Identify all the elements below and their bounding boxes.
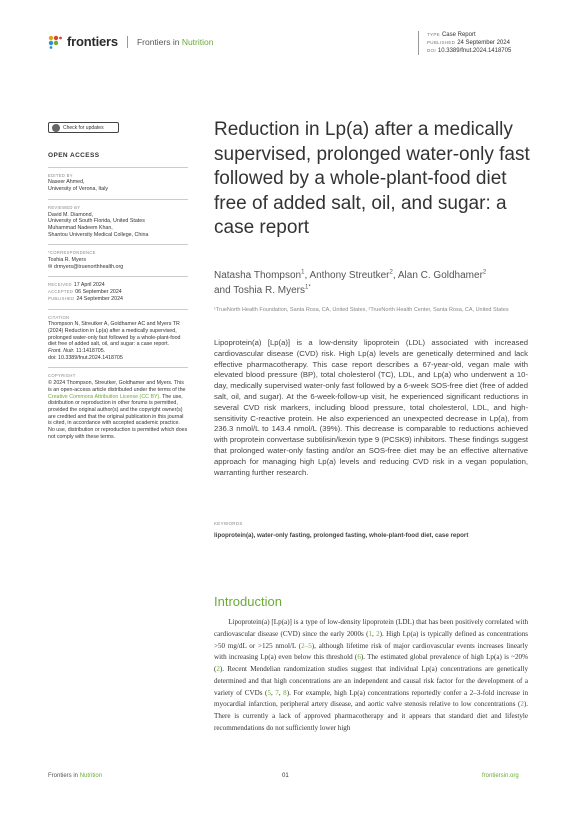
journal-subject: Nutrition xyxy=(181,36,214,47)
published-date: 24 September 2024 xyxy=(76,295,123,302)
check-updates-label: Check for updates xyxy=(63,124,104,131)
reviewed-by-label: REVIEWED BY xyxy=(48,204,81,210)
author-name[interactable]: Natasha Thompson xyxy=(214,270,302,281)
dates-block xyxy=(48,282,188,302)
keywords: lipoprotein(a), water-only fasting, prolonged fasting, whole-plant-food diet, case report xyxy=(214,532,469,539)
citation-text xyxy=(48,321,188,361)
citation-ref[interactable]: 2 xyxy=(520,700,524,709)
intro-text: ). There is currently a lack of approved pharmacotherapy and it appears that standard diet and lifestyle recommendations do not sufficiently lower high xyxy=(214,700,528,732)
published-label: PUBLISHED xyxy=(427,40,456,45)
reviewed-by-block xyxy=(48,205,188,239)
author-affil-mark: 1 xyxy=(301,269,305,276)
copyright-part: © 2024 Thompson, Streutker, Goldhamer and Myers. This is an open-access article distributed under the terms of the xyxy=(48,380,186,393)
reviewer-affiliation: Shantou University Medical College, China xyxy=(48,231,149,238)
introduction-body xyxy=(214,617,528,735)
type-label: TYPE xyxy=(427,32,440,37)
page-number: 01 xyxy=(282,773,289,779)
frontiers-logo-icon xyxy=(48,35,62,49)
citation-volume: 11:1418705. xyxy=(74,348,106,355)
author-separator: , xyxy=(304,270,310,281)
copyright-part: . The use, distribution or reproduction in other forums is permitted, provided the original author(s) and the copyright owner(s) are credited and that the original publication in this journal is cited, in accordance with accepted academic practice. No use, distribution or reproduction is permitted which does not comply with these terms. xyxy=(48,393,188,440)
edited-by-block xyxy=(48,173,188,193)
intro-text: , xyxy=(278,688,284,697)
check-for-updates-button[interactable] xyxy=(48,122,119,133)
intro-text: ). The estimated global prevalence of high Lp(a) is ~20% ( xyxy=(214,653,529,673)
author-affil-mark: 2 xyxy=(389,269,393,276)
email-row[interactable] xyxy=(48,264,188,271)
citation-ref[interactable]: 2 xyxy=(216,665,220,673)
author-name[interactable]: Anthony Streutker xyxy=(309,270,390,281)
journal-name xyxy=(137,37,214,47)
divider xyxy=(48,276,188,277)
keywords-label: KEYWORDS xyxy=(214,521,243,526)
citation-ref[interactable]: 8 xyxy=(283,688,287,697)
check-updates-icon xyxy=(52,124,60,132)
reviewer-name: David M. Diamond, xyxy=(48,211,94,218)
corresponding-email[interactable]: drmyers@truenorthhealth.org xyxy=(53,263,124,270)
citation-ref[interactable]: 7 xyxy=(275,688,279,697)
license-link[interactable]: Creative Commons Attribution License (CC BY) xyxy=(48,393,160,400)
intro-text: ). For example, high Lp(a) concentrations reportedly confer a 2–3-fold increase in myocardial infarction, peripheral artery disease, and aortic valve stenosis relative to low concentrations ( xyxy=(214,688,529,709)
divider xyxy=(48,167,188,168)
copyright-label: COPYRIGHT xyxy=(48,373,76,379)
author-list: Natasha Thompson$^1$, Anthony Streutker$^2$, Alan C. Goldhamer$^2$ and Toshia R. Myers$^{1*}$ xyxy=(214,269,487,296)
received-date: 17 April 2024 xyxy=(73,282,105,289)
journal-prefix: Frontiers in xyxy=(136,36,182,47)
affiliations: ¹TrueNorth Health Foundation, Santa Rosa, CA, United States, ²TrueNorth Health Center, Santa Rosa, CA, United States xyxy=(214,307,509,313)
author-affil-mark: 2 xyxy=(482,269,487,276)
article-title: Reduction in Lp(a) after a medically supervised, prolonged water-only fast followed by a whole-plant-food diet free of added salt, oil, and sugar: a case report xyxy=(214,119,530,238)
corresponding-author: Toshia R. Myers xyxy=(48,257,86,264)
article-type: Case Report xyxy=(441,32,476,38)
published-label: PUBLISHED xyxy=(48,295,75,301)
footer-journal-prefix: Frontiers in xyxy=(48,773,80,779)
citation-journal: Front. Nutr. xyxy=(48,348,75,355)
citation-label: CITATION xyxy=(48,314,70,320)
email-icon: ✉ xyxy=(48,263,54,270)
published-date: 24 September 2024 xyxy=(457,40,510,46)
accepted-label: ACCEPTED xyxy=(48,289,74,295)
doi-label: DOI xyxy=(427,48,436,53)
citation-doi[interactable]: doi: 10.3389/fnut.2024.1418705 xyxy=(48,354,123,361)
author-name[interactable]: Alan C. Goldhamer xyxy=(397,270,483,281)
copyright-block xyxy=(48,373,188,440)
brand-name: frontiers xyxy=(67,34,118,49)
author-affil-mark: 1* xyxy=(304,284,311,291)
article-sidebar xyxy=(48,153,188,447)
copyright-text xyxy=(48,380,188,440)
section-heading-introduction: Introduction xyxy=(214,594,282,609)
citation-ref[interactable]: 1 xyxy=(368,629,373,638)
intro-text: ), although lifetime risk of major cardiovascular events increases linearly with increasing Lp(a) even below this threshold ( xyxy=(214,641,529,662)
intro-text: , xyxy=(270,688,276,697)
open-access-label: OPEN ACCESS xyxy=(48,152,100,159)
citation-block xyxy=(48,315,188,362)
citation-ref[interactable]: 5 xyxy=(267,688,271,697)
footer-site-link[interactable]: frontiersin.org xyxy=(482,773,519,779)
accepted-date: 06 September 2024 xyxy=(75,289,122,296)
received-label: RECEIVED xyxy=(48,282,72,288)
intro-text: ). Recent Mendelian randomization studies suggest that individual Lp(a) concentrations are genetically determined and that high concentrations are an independent and causal risk factor for the development of a variety of CVDs ( xyxy=(214,665,528,697)
citation-body: Thompson N, Streutker A, Goldhamer AC and Myers TR (2024) Reduction in Lp(a) after a medically supervised, prolonged water-only fast followed by a whole-plant-food diet free of added salt, oil, and sugar: a case report. xyxy=(48,321,181,348)
author-separator: , xyxy=(392,270,398,281)
divider xyxy=(48,244,188,245)
doi-value[interactable]: 10.3389/fnut.2024.1418705 xyxy=(437,48,512,54)
footer-journal-subject: Nutrition xyxy=(79,773,103,779)
intro-text: ). High Lp(a) is typically defined as concentrations >50 mg/dL or >125 nmol/L ( xyxy=(214,629,529,650)
correspondence-label: *CORRESPONDENCE xyxy=(48,250,96,256)
article-meta xyxy=(418,31,557,55)
frontiers-logo[interactable] xyxy=(48,34,213,49)
edited-by-label: EDITED BY xyxy=(48,172,73,178)
divider xyxy=(48,199,188,200)
divider xyxy=(48,367,188,368)
logo-divider xyxy=(127,36,128,48)
author-name[interactable]: Toshia R. Myers xyxy=(233,285,305,296)
reviewer-name: Muhammad Nadeem Khan, xyxy=(48,224,113,231)
footer-journal xyxy=(48,773,102,779)
abstract: Lipoprotein(a) [Lp(a)] is a low-density lipoprotein (LDL) associated with increased cardiovascular disease (CVD) risk. High Lp(a) levels are genetically determined and lack effective pharmacotherapy. This case report describes a 67-year-old, vegan male with elevated blood pressure (BP), total cholesterol (TC), LDL, and Lp(a) who underwent a 10-day, medically supervised water-only fast followed by a 6-week SOS-free diet (free of added salt, oil, and sugar). At the 6-week-follow-up visit, he experienced significant reductions in several CVD risk markers, including blood pressure, total cholesterol, LDL, and high-sensitivity C-reactive protein. He also experienced an unexpected decrease in Lp(a), from 236.3 nmol/L to 143.4 nmol/L (39%). This decrease is comparable to reductions achieved with proprotein convertase subtilisin/kexin type 9 (PCSK9) inhibitors. These findings suggest that prolonged water-only fasting and/or an SOS-free diet may be an effective alternative approach for managing high Lp(a) levels and reducing CVD risk in a vegan population, warranting further research. xyxy=(214,338,528,477)
intro-text: Lipoprotein(a) [Lp(a)] is a type of low-density lipoprotein (LDL) that has been positively correlated with cardiovascular disease (CVD) since the early 2000s ( xyxy=(214,618,528,638)
editor-affiliation: University of Verona, Italy xyxy=(48,186,109,193)
divider xyxy=(48,309,188,310)
correspondence-block xyxy=(48,250,188,270)
citation-ref[interactable]: 6 xyxy=(357,653,361,662)
citation-ref[interactable]: 2 xyxy=(376,629,380,638)
reviewer-affiliation: University of South Florida, United States xyxy=(48,218,145,225)
editor-name: Naseer Ahmed, xyxy=(48,179,85,186)
citation-ref[interactable]: 2–5 xyxy=(301,641,312,650)
intro-text: , xyxy=(372,629,377,638)
